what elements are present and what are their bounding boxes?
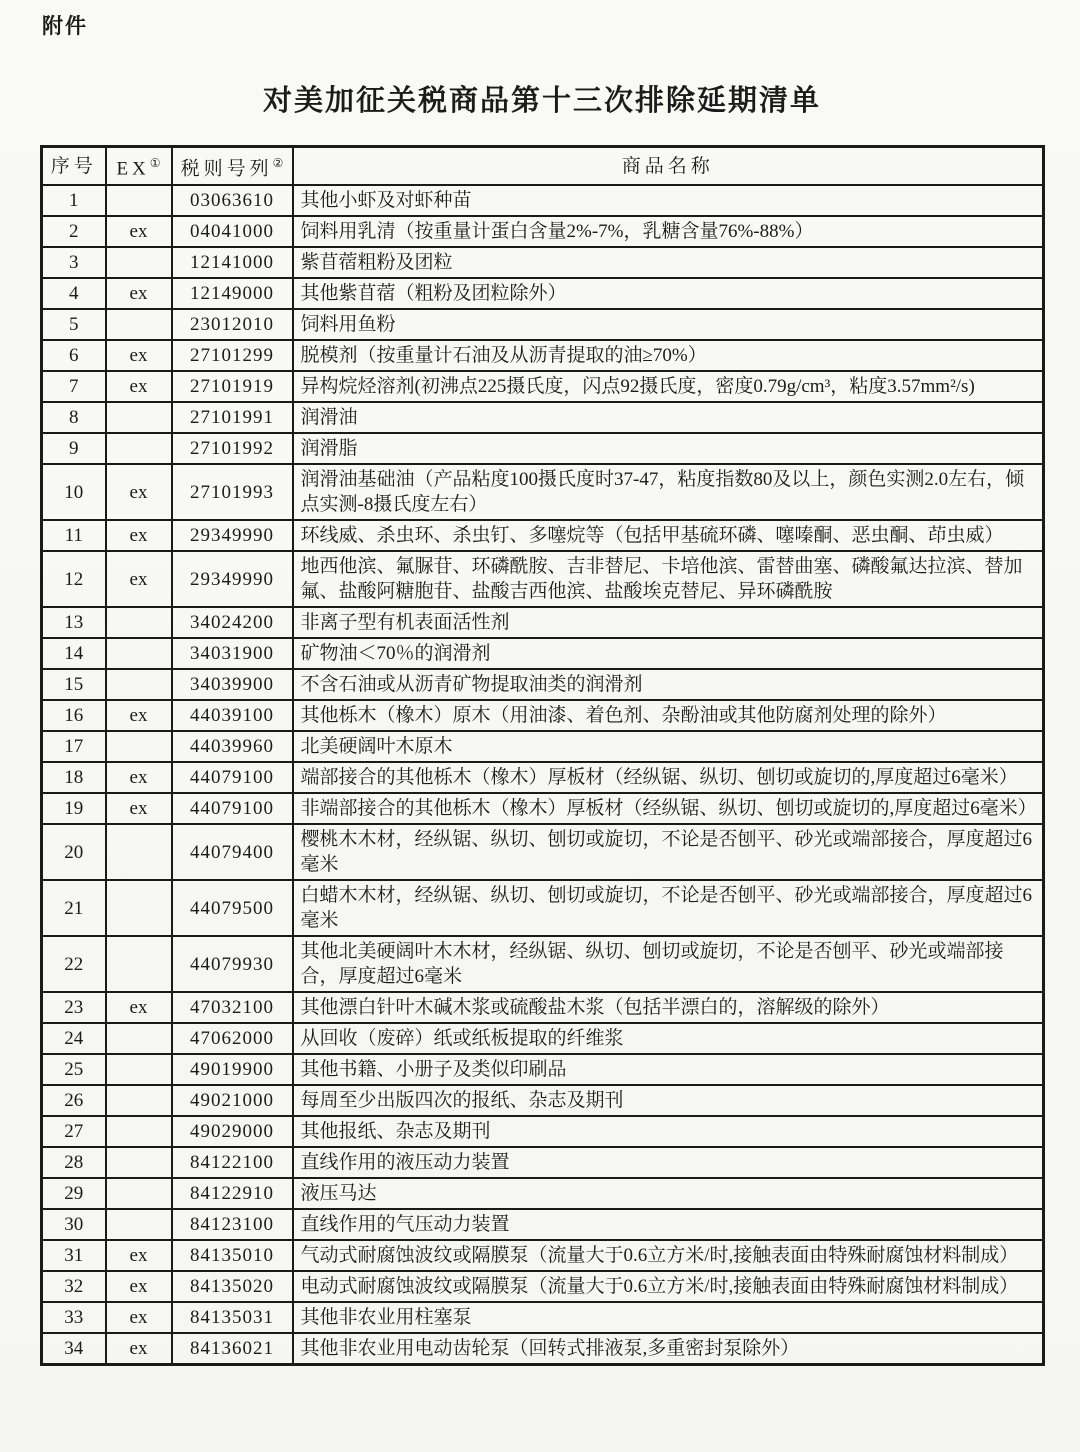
row-tariff-code: 44079500 — [172, 880, 293, 936]
row-product-name: 其他紫苜蓿（粗粉及团粒除外） — [293, 278, 1044, 309]
row-tariff-code: 27101299 — [172, 340, 293, 371]
row-product-name: 饲料用乳清（按重量计蛋白含量2%-7%，乳糖含量76%-88%） — [293, 216, 1044, 247]
row-serial-number: 3 — [42, 247, 106, 278]
row-tariff-code: 04041000 — [172, 216, 293, 247]
table-row — [42, 371, 1044, 402]
table-row — [42, 402, 1044, 433]
table-row — [42, 1116, 1044, 1147]
row-product-name: 环线威、杀虫环、杀虫钉、多噻烷等（包括甲基硫环磷、噻嗪酮、恶虫酮、茚虫威） — [293, 520, 1044, 551]
column-header-tariff-code — [172, 147, 293, 186]
table-row — [42, 607, 1044, 638]
row-product-name: 饲料用鱼粉 — [293, 309, 1044, 340]
row-ex-flag — [106, 638, 172, 669]
table-row — [42, 433, 1044, 464]
row-serial-number: 18 — [42, 762, 106, 793]
column-header-product-name — [293, 147, 1044, 186]
row-serial-number: 28 — [42, 1147, 106, 1178]
column-header-tariff-code-label: 税则号列 — [180, 158, 273, 180]
row-product-name: 直线作用的液压动力装置 — [293, 1147, 1044, 1178]
row-serial-number: 5 — [42, 309, 106, 340]
row-serial-number: 12 — [42, 551, 106, 607]
row-serial-number: 20 — [42, 824, 106, 880]
row-ex-flag: ex — [106, 1240, 172, 1271]
row-ex-flag — [106, 1209, 172, 1240]
row-tariff-code: 44079100 — [172, 793, 293, 824]
row-ex-flag: ex — [106, 1333, 172, 1365]
table-row — [42, 669, 1044, 700]
row-product-name: 矿物油＜70％的润滑剂 — [293, 638, 1044, 669]
column-header-serial-number-label: 序号 — [50, 155, 97, 177]
row-ex-flag — [106, 669, 172, 700]
table-row — [42, 1333, 1044, 1365]
row-serial-number: 14 — [42, 638, 106, 669]
row-product-name: 非离子型有机表面活性剂 — [293, 607, 1044, 638]
row-ex-flag — [106, 607, 172, 638]
row-tariff-code: 84135031 — [172, 1302, 293, 1333]
row-serial-number: 11 — [42, 520, 106, 551]
row-serial-number: 27 — [42, 1116, 106, 1147]
row-tariff-code: 27101992 — [172, 433, 293, 464]
table-row — [42, 1302, 1044, 1333]
table-row — [42, 731, 1044, 762]
row-serial-number: 32 — [42, 1271, 106, 1302]
row-product-name: 从回收（废碎）纸或纸板提取的纤维浆 — [293, 1023, 1044, 1054]
row-ex-flag — [106, 1178, 172, 1209]
row-tariff-code: 23012010 — [172, 309, 293, 340]
column-header-ex-footnote-mark: ① — [149, 156, 161, 170]
table-header — [42, 147, 1044, 186]
row-ex-flag — [106, 1085, 172, 1116]
table-row — [42, 1178, 1044, 1209]
row-product-name: 非端部接合的其他栎木（橡木）厚板材（经纵锯、纵切、刨切或旋切的,厚度超过6毫米） — [293, 793, 1044, 824]
row-product-name: 白蜡木木材，经纵锯、纵切、刨切或旋切，不论是否刨平、砂光或端部接合，厚度超过6毫米 — [293, 880, 1044, 936]
row-ex-flag — [106, 880, 172, 936]
column-header-ex — [106, 147, 172, 186]
row-serial-number: 1 — [42, 185, 106, 216]
row-tariff-code: 49019900 — [172, 1054, 293, 1085]
row-serial-number: 16 — [42, 700, 106, 731]
column-header-serial-number — [42, 147, 106, 186]
table-row — [42, 551, 1044, 607]
table-row — [42, 936, 1044, 992]
table-row — [42, 1085, 1044, 1116]
table-row — [42, 278, 1044, 309]
table-row — [42, 1147, 1044, 1178]
row-product-name: 其他北美硬阔叶木木材，经纵锯、纵切、刨切或旋切，不论是否刨平、砂光或端部接合，厚度超过6毫米 — [293, 936, 1044, 992]
row-product-name: 端部接合的其他栎木（橡木）厚板材（经纵锯、纵切、刨切或旋切的,厚度超过6毫米） — [293, 762, 1044, 793]
column-header-tariff-code-footnote-mark: ② — [272, 156, 284, 170]
row-serial-number: 4 — [42, 278, 106, 309]
row-product-name: 其他非农业用柱塞泵 — [293, 1302, 1044, 1333]
row-tariff-code: 44079400 — [172, 824, 293, 880]
row-ex-flag: ex — [106, 700, 172, 731]
row-tariff-code: 47032100 — [172, 992, 293, 1023]
row-product-name: 其他非农业用电动齿轮泵（回转式排液泵,多重密封泵除外） — [293, 1333, 1044, 1365]
exclusion-list-table — [40, 145, 1045, 1366]
table-row — [42, 824, 1044, 880]
row-product-name: 脱模剂（按重量计石油及从沥青提取的油≥70%） — [293, 340, 1044, 371]
row-serial-number: 7 — [42, 371, 106, 402]
row-serial-number: 26 — [42, 1085, 106, 1116]
row-serial-number: 13 — [42, 607, 106, 638]
row-tariff-code: 84122910 — [172, 1178, 293, 1209]
row-serial-number: 2 — [42, 216, 106, 247]
row-tariff-code: 27101991 — [172, 402, 293, 433]
row-tariff-code: 34024200 — [172, 607, 293, 638]
row-product-name: 每周至少出版四次的报纸、杂志及期刊 — [293, 1085, 1044, 1116]
row-product-name: 紫苜蓿粗粉及团粒 — [293, 247, 1044, 278]
row-serial-number: 33 — [42, 1302, 106, 1333]
row-product-name: 气动式耐腐蚀波纹或隔膜泵（流量大于0.6立方米/时,接触表面由特殊耐腐蚀材料制成） — [293, 1240, 1044, 1271]
row-ex-flag: ex — [106, 762, 172, 793]
table-row — [42, 1209, 1044, 1240]
page-title: 对美加征关税商品第十三次排除延期清单 — [262, 85, 821, 117]
attachment-label: 附件 — [42, 14, 88, 38]
row-serial-number: 30 — [42, 1209, 106, 1240]
row-tariff-code: 49021000 — [172, 1085, 293, 1116]
row-tariff-code: 27101993 — [172, 464, 293, 520]
row-product-name: 润滑脂 — [293, 433, 1044, 464]
row-ex-flag: ex — [106, 1271, 172, 1302]
row-ex-flag — [106, 1054, 172, 1085]
row-tariff-code: 44039960 — [172, 731, 293, 762]
row-ex-flag — [106, 1116, 172, 1147]
row-ex-flag — [106, 1147, 172, 1178]
row-product-name: 不含石油或从沥青矿物提取油类的润滑剂 — [293, 669, 1044, 700]
row-ex-flag: ex — [106, 551, 172, 607]
row-serial-number: 8 — [42, 402, 106, 433]
table-row — [42, 638, 1044, 669]
row-tariff-code: 34031900 — [172, 638, 293, 669]
row-ex-flag — [106, 936, 172, 992]
table-header-row — [42, 147, 1044, 186]
row-product-name: 润滑油基础油（产品粘度100摄氏度时37-47，粘度指数80及以上，颜色实测2.0左右，倾点实测-8摄氏度左右） — [293, 464, 1044, 520]
row-serial-number: 10 — [42, 464, 106, 520]
row-product-name: 其他漂白针叶木碱木浆或硫酸盐木浆（包括半漂白的，溶解级的除外） — [293, 992, 1044, 1023]
row-tariff-code: 29349990 — [172, 520, 293, 551]
row-tariff-code: 44039100 — [172, 700, 293, 731]
row-serial-number: 34 — [42, 1333, 106, 1365]
column-header-product-name-label: 商品名称 — [621, 155, 714, 177]
row-serial-number: 19 — [42, 793, 106, 824]
row-ex-flag — [106, 731, 172, 762]
row-tariff-code: 49029000 — [172, 1116, 293, 1147]
row-tariff-code: 84135010 — [172, 1240, 293, 1271]
row-serial-number: 23 — [42, 992, 106, 1023]
row-tariff-code: 84123100 — [172, 1209, 293, 1240]
table-row — [42, 185, 1044, 216]
table-row — [42, 700, 1044, 731]
column-header-ex-label: EX — [116, 158, 150, 180]
row-serial-number: 9 — [42, 433, 106, 464]
row-tariff-code: 29349990 — [172, 551, 293, 607]
row-ex-flag: ex — [106, 340, 172, 371]
table-body — [42, 185, 1044, 1365]
table-row — [42, 1023, 1044, 1054]
row-ex-flag: ex — [106, 992, 172, 1023]
row-serial-number: 24 — [42, 1023, 106, 1054]
row-product-name: 樱桃木木材，经纵锯、纵切、刨切或旋切，不论是否刨平、砂光或端部接合，厚度超过6毫米 — [293, 824, 1044, 880]
row-serial-number: 22 — [42, 936, 106, 992]
row-tariff-code: 84135020 — [172, 1271, 293, 1302]
row-ex-flag — [106, 247, 172, 278]
row-product-name: 其他书籍、小册子及类似印刷品 — [293, 1054, 1044, 1085]
row-serial-number: 29 — [42, 1178, 106, 1209]
row-ex-flag — [106, 824, 172, 880]
table-row — [42, 793, 1044, 824]
table-row — [42, 247, 1044, 278]
table-row — [42, 520, 1044, 551]
row-ex-flag — [106, 309, 172, 340]
row-ex-flag: ex — [106, 1302, 172, 1333]
row-ex-flag: ex — [106, 216, 172, 247]
table-row — [42, 1054, 1044, 1085]
row-serial-number: 17 — [42, 731, 106, 762]
row-serial-number: 15 — [42, 669, 106, 700]
table-row — [42, 216, 1044, 247]
row-product-name: 电动式耐腐蚀波纹或隔膜泵（流量大于0.6立方米/时,接触表面由特殊耐腐蚀材料制成） — [293, 1271, 1044, 1302]
row-serial-number: 21 — [42, 880, 106, 936]
row-serial-number: 31 — [42, 1240, 106, 1271]
table-row — [42, 992, 1044, 1023]
row-tariff-code: 12141000 — [172, 247, 293, 278]
row-tariff-code: 44079930 — [172, 936, 293, 992]
row-tariff-code: 84136021 — [172, 1333, 293, 1365]
row-ex-flag: ex — [106, 371, 172, 402]
row-serial-number: 25 — [42, 1054, 106, 1085]
row-tariff-code: 03063610 — [172, 185, 293, 216]
table-row — [42, 464, 1044, 520]
row-product-name: 其他栎木（橡木）原木（用油漆、着色剂、杂酚油或其他防腐剂处理的除外） — [293, 700, 1044, 731]
row-ex-flag: ex — [106, 464, 172, 520]
row-product-name: 其他报纸、杂志及期刊 — [293, 1116, 1044, 1147]
table-row — [42, 1240, 1044, 1271]
row-tariff-code: 34039900 — [172, 669, 293, 700]
row-ex-flag: ex — [106, 278, 172, 309]
row-tariff-code: 12149000 — [172, 278, 293, 309]
row-product-name: 北美硬阔叶木原木 — [293, 731, 1044, 762]
table-row — [42, 762, 1044, 793]
row-tariff-code: 27101919 — [172, 371, 293, 402]
row-tariff-code: 47062000 — [172, 1023, 293, 1054]
table-row — [42, 309, 1044, 340]
row-ex-flag — [106, 1023, 172, 1054]
row-ex-flag — [106, 185, 172, 216]
row-ex-flag: ex — [106, 793, 172, 824]
row-ex-flag — [106, 433, 172, 464]
row-ex-flag: ex — [106, 520, 172, 551]
row-product-name: 地西他滨、氟脲苷、环磷酰胺、吉非替尼、卡培他滨、雷替曲塞、磷酸氟达拉滨、替加氟、盐酸阿糖胞苷、盐酸吉西他滨、盐酸埃克替尼、异环磷酰胺 — [293, 551, 1044, 607]
row-tariff-code: 84122100 — [172, 1147, 293, 1178]
row-ex-flag — [106, 402, 172, 433]
row-product-name: 液压马达 — [293, 1178, 1044, 1209]
table-row — [42, 1271, 1044, 1302]
row-tariff-code: 44079100 — [172, 762, 293, 793]
row-product-name: 润滑油 — [293, 402, 1044, 433]
table-row — [42, 880, 1044, 936]
row-serial-number: 6 — [42, 340, 106, 371]
row-product-name: 其他小虾及对虾种苗 — [293, 185, 1044, 216]
row-product-name: 直线作用的气压动力装置 — [293, 1209, 1044, 1240]
row-product-name: 异构烷烃溶剂(初沸点225摄氏度，闪点92摄氏度，密度0.79g/cm³，粘度3.57mm²/s) — [293, 371, 1044, 402]
table-row — [42, 340, 1044, 371]
